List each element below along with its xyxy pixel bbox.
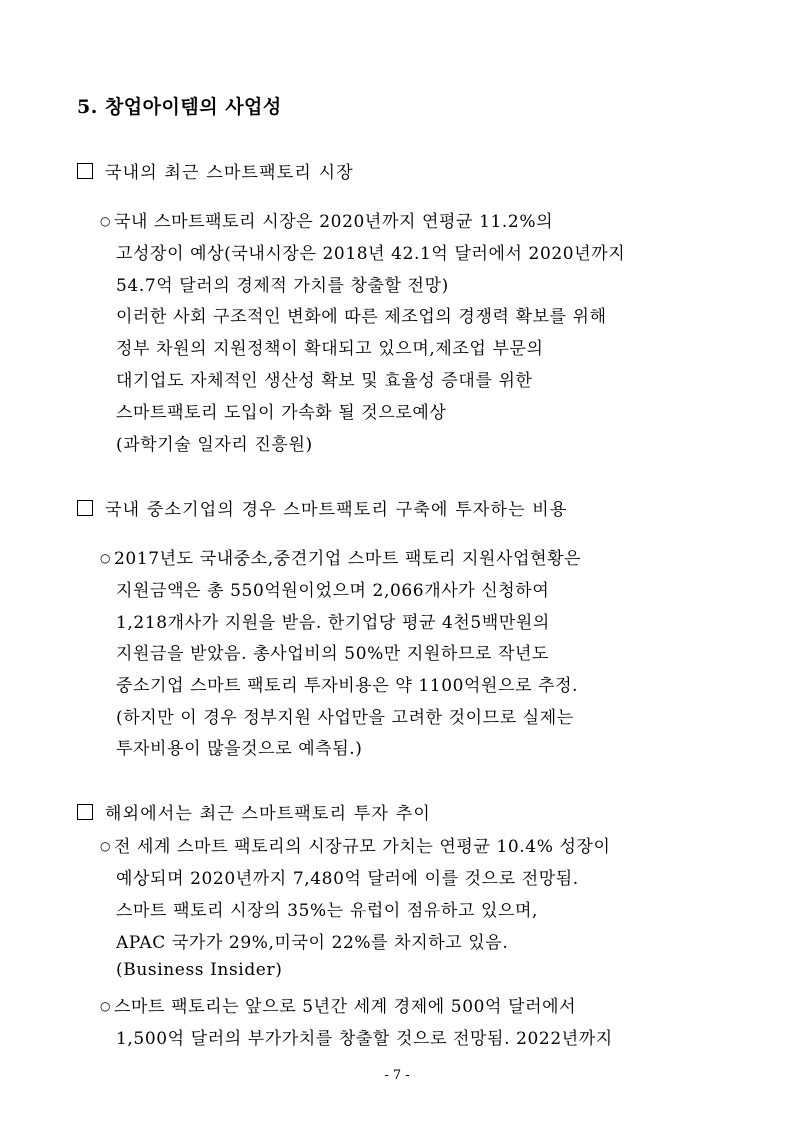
text-line: 예상되며 2020년까지 7,480억 달러에 이를 것으로 전망됨. bbox=[116, 869, 579, 889]
text-line: 스마트팩토리 도입이 가속화 될 것으로예상 bbox=[116, 403, 447, 423]
bullet-circle-icon: ○ bbox=[100, 551, 112, 565]
text-line: 지원금을 받았음. 총사업비의 50%만 지원하므로 작년도 bbox=[116, 644, 550, 664]
bullet-line: ○ 스마트 팩토리는 앞으로 5년간 세계 경제에 500억 달러에서 bbox=[100, 997, 577, 1017]
text-line: 고성장이 예상(국내시장은 2018년 42.1억 달러에서 2020년까지 bbox=[116, 244, 626, 264]
text-line: 1,500억 달러의 부가가치를 창출할 것으로 전망됨. 2022년까지 bbox=[116, 1029, 613, 1049]
text-line: 투자비용이 많을것으로 예측됨.) bbox=[116, 739, 363, 759]
text-line: 중소기업 스마트 팩토리 투자비용은 약 1100억원으로 추정. bbox=[116, 676, 579, 696]
section-heading-overseas-trend: 해외에서는 최근 스마트팩토리 투자 추이 bbox=[77, 799, 431, 824]
bullet-line: ○ 2017년도 국내중소,중견기업 스마트 팩토리 지원사업현황은 bbox=[100, 549, 582, 569]
text-line: APAC 국가가 29%,미국이 22%를 차지하고 있음. bbox=[116, 933, 509, 953]
checkbox-square-icon bbox=[77, 804, 93, 820]
page-title: 5. 창업아이템의 사업성 bbox=[77, 96, 282, 118]
text-line: (하지만 이 경우 정부지원 사업만을 고려한 것이므로 실제는 bbox=[116, 708, 574, 728]
bullet-line: ○ 전 세계 스마트 팩토리의 시장규모 가치는 연평균 10.4% 성장이 bbox=[100, 837, 611, 857]
text-line: 1,218개사가 지원을 받음. 한기업당 평균 4천5백만원의 bbox=[116, 613, 550, 633]
section-heading-sme-investment: 국내 중소기업의 경우 스마트팩토리 구축에 투자하는 비용 bbox=[77, 495, 568, 520]
text-line: 정부 차원의 지원정책이 확대되고 있으며,제조업 부문의 bbox=[116, 339, 544, 359]
page-number: - 7 - bbox=[384, 1068, 410, 1083]
bullet-circle-icon: ○ bbox=[100, 214, 112, 228]
text-line: 이러한 사회 구조적인 변화에 따른 제조업의 경쟁력 확보를 위해 bbox=[116, 307, 607, 327]
text-line: 54.7억 달러의 경제적 가치를 창출할 전망) bbox=[116, 276, 449, 296]
bullet-line: ○ 국내 스마트팩토리 시장은 2020년까지 연평균 11.2%의 bbox=[100, 212, 554, 232]
text-line: 지원금액은 총 550억원이었으며 2,066개사가 신청하여 bbox=[116, 581, 550, 601]
bullet-circle-icon: ○ bbox=[100, 999, 112, 1013]
checkbox-square-icon bbox=[77, 163, 93, 179]
text-line: (Business Insider) bbox=[116, 960, 283, 980]
text-line: 스마트 팩토리 시장의 35%는 유럽이 점유하고 있으며, bbox=[116, 901, 539, 921]
text-line: (과학기술 일자리 진흥원) bbox=[116, 435, 313, 455]
bullet-circle-icon: ○ bbox=[100, 839, 112, 853]
checkbox-square-icon bbox=[77, 500, 93, 516]
text-line: 대기업도 자체적인 생산성 확보 및 효율성 증대를 위한 bbox=[116, 371, 533, 391]
section-heading-domestic-market: 국내의 최근 스마트팩토리 시장 bbox=[77, 158, 354, 183]
